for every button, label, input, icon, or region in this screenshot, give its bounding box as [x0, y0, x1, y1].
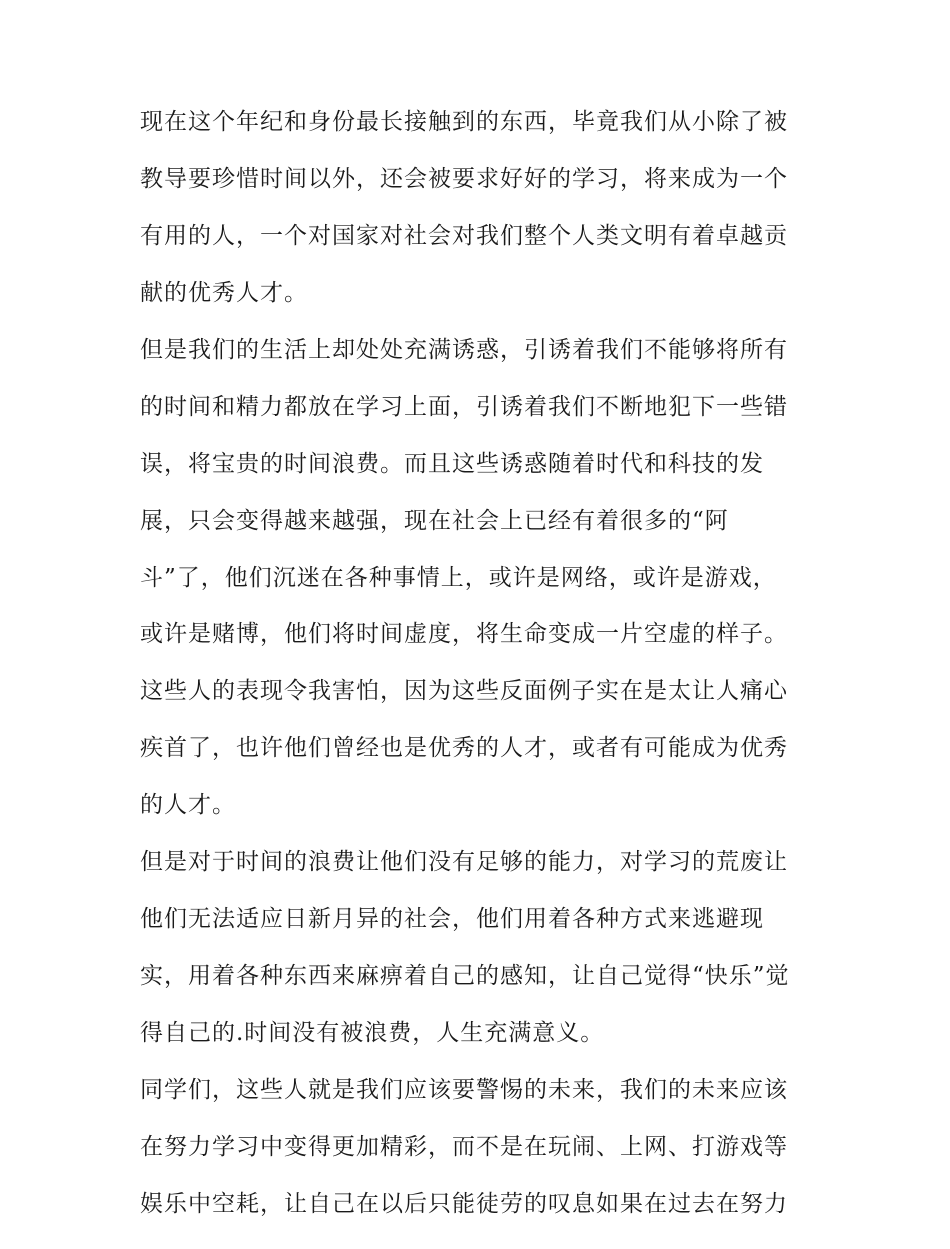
text-line: 得自己的.时间没有被浪费，人生充满意义。	[140, 1020, 605, 1046]
text-line: 的时间和精力都放在学习上面，引诱着我们不断地犯下一些错	[140, 393, 788, 420]
text-line: 教导要珍惜时间以外，还会被要求好好的学习，将来成为一个	[140, 165, 788, 192]
text-line: 但是对于时间的浪费让他们没有足够的能力，对学习的荒废让	[140, 849, 788, 876]
text-line: 斗”了，他们沉迷在各种事情上，或许是网络，或许是游戏，	[140, 564, 777, 591]
text-line: 娱乐中空耗，让自己在以后只能徒劳的叹息如果在过去在努力	[140, 1190, 788, 1217]
text-line: 疾首了，也许他们曾经也是优秀的人才，或者有可能成为优秀	[140, 735, 788, 762]
text-line: 同学们，这些人就是我们应该要警惕的未来，我们的未来应该	[140, 1076, 788, 1103]
text-line: 他们无法适应日新月异的社会，他们用着各种方式来逃避现	[140, 906, 764, 933]
text-line: 献的优秀人才。	[140, 279, 308, 306]
text-line: 或许是赌博，他们将时间虚度，将生命变成一片空虚的样子。	[140, 621, 788, 648]
body-text	[140, 110, 830, 1249]
text-line: 误，将宝贵的时间浪费。而且这些诱惑随着时代和科技的发	[140, 450, 764, 477]
text-line: 但是我们的生活上却处处充满诱惑，引诱着我们不能够将所有	[140, 336, 788, 363]
text-line: 展，只会变得越来越强，现在社会上已经有着很多的“阿	[140, 507, 729, 534]
text-line: 现在这个年纪和身份最长接触到的东西，毕竟我们从小除了被	[140, 109, 788, 135]
text-line: 有用的人，一个对国家对社会对我们整个人类文明有着卓越贡	[140, 222, 788, 249]
text-line: 在努力学习中变得更加精彩，而不是在玩闹、上网、打游戏等	[140, 1133, 788, 1160]
text-line: 的人才。	[140, 792, 236, 819]
text-line: 实，用着各种东西来麻痹着自己的感知，让自己觉得“快乐”觉	[140, 963, 790, 990]
text-line: 这些人的表现令我害怕，因为这些反面例子实在是太让人痛心	[140, 678, 788, 705]
